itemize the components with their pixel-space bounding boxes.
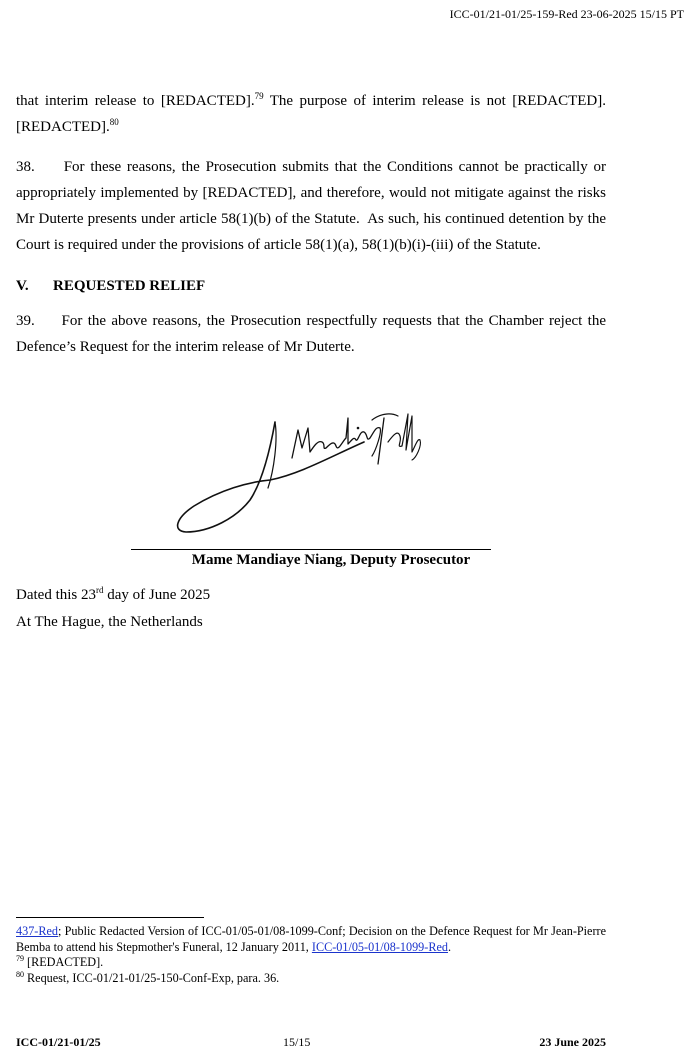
date-text-suffix: day of June 2025 — [103, 587, 211, 603]
footnote-link[interactable]: 437-Red — [16, 924, 58, 938]
place-line: At The Hague, the Netherlands — [16, 614, 203, 630]
section-title: REQUESTED RELIEF — [53, 278, 206, 294]
footnote-number: 79 — [16, 953, 24, 963]
paragraph-38: 38. For these reasons, the Prosecution submits that the Conditions cannot be practically or appropriately implemented by [REDACTED], and therefore, would not mitigate against the risks Mr Duterte presents under article 58(1)(b) of the Statute. As such, his continued detention by the Court is required under the provisions of article 58(1)(a), 58(1)(b)(i)-(iii) of the Statute. — [16, 159, 610, 253]
footnote-text: Request, ICC-01/21-01/25-150-Conf-Exp, para. 36. — [24, 970, 280, 985]
footnote-separator — [16, 917, 204, 918]
footer-date: 23 June 2025 — [539, 1035, 606, 1049]
signatory-name: Mame Mandiaye Niang, Deputy Prosecutor — [191, 552, 471, 568]
footnote-ref-80[interactable]: 80 — [109, 117, 119, 127]
paragraph-text: that interim release to [REDACTED]. — [16, 93, 255, 109]
footnote-link[interactable]: ICC-01/05-01/08-1099-Red — [311, 939, 448, 954]
footnote-79 — [16, 955, 606, 971]
footnote-ref-79[interactable]: 79 — [254, 91, 264, 101]
footer-case-number: ICC-01/21-01/25 — [16, 1035, 101, 1049]
date-text: Dated this 23 — [16, 587, 96, 603]
section-number: V. — [16, 278, 29, 294]
paragraph-39: 39. For the above reasons, the Prosecution respectfully requests that the Chamber reject the Defence’s Request for the interim release of Mr Duterte. — [16, 313, 610, 355]
footnote-number: 80 — [16, 969, 24, 979]
paragraph-text: The purpose of interim release is not [REDACTED]. [REDACTED]. — [16, 93, 606, 135]
footer-page-number: 15/15 — [283, 1035, 311, 1049]
footnote-text: [REDACTED]. — [24, 955, 104, 969]
footnote-80 — [16, 971, 606, 987]
footnote-text: . — [447, 939, 452, 954]
paragraph-continuation — [16, 88, 606, 140]
handwritten-signature — [150, 390, 440, 540]
document-reference: ICC-01/21-01/25-159-Red 23-06-2025 15/15 PT — [449, 7, 684, 21]
date-ordinal: rd — [96, 585, 104, 595]
footnote-continuation — [16, 924, 606, 955]
footnote-text: ; Public Redacted Version of ICC-01/05-01/08-1099-Conf; Decision on the Defence Request for Mr Jean-Pierre Bemba to attend his Stepmother's Funeral, 12 January 2011, — [16, 924, 606, 954]
footnotes — [16, 924, 606, 986]
signature-line — [131, 549, 491, 550]
date-line — [16, 587, 210, 604]
